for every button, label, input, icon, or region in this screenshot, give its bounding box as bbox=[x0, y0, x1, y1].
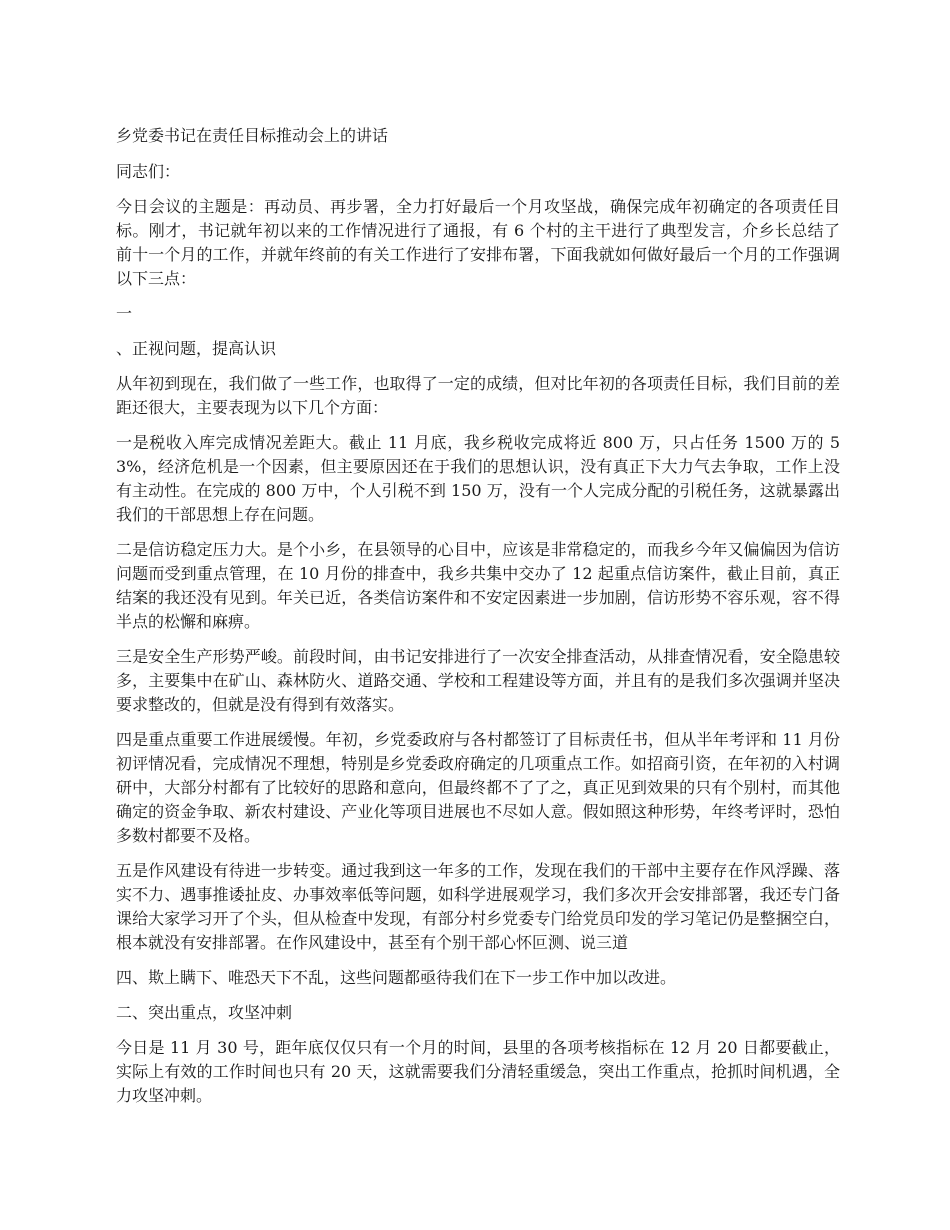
section-heading-two: 二、突出重点，攻坚冲刺 bbox=[116, 1003, 293, 1022]
body-paragraph: 一是税收入库完成情况差距大。截止 11 月底，我乡税收完成将近 800 万，只占任务 1500 万的 53%，经济危机是一个因素，但主要原因还在于我们的思想认识，没有真正下大力气去争取，工作上没有主动性。在完成的 800 万中，个人引税不到 150 万，没有一个人完成分配的引税任务，这就暴露出我们的干部思想上存在问题。 bbox=[116, 433, 840, 524]
body-paragraph: 四是重点重要工作进展缓慢。年初，乡党委政府与各村都签订了目标责任书，但从半年考评和 11 月份初评情况看，完成情况不理想，特别是乡党委政府确定的几项重点工作。如招商引资，在年初的入村调研中，大部分村都有了比较好的思路和意向，但最终都不了了之，真正见到效果的只有个别村，而其他确定的资金争取、新农村建设、产业化等项目进展也不尽如人意。假如照这种形势，年终考评时，恐怕多数村都要不及格。 bbox=[116, 730, 840, 845]
document-page bbox=[116, 124, 840, 1119]
section-heading-one: 、正视问题，提高认识 bbox=[116, 339, 277, 358]
body-paragraph: 二是信访稳定压力大。是个小乡，在县领导的心目中，应该是非常稳定的，而我乡今年又偏偏因为信访问题而受到重点管理，在 10 月份的排查中，我乡共集中交办了 12 起重点信访案件，截止目前，真正结案的我还没有见到。年关已近，各类信访案件和不安定因素进一步加剧，信访形势不容乐观，容不得半点的松懈和麻痹。 bbox=[116, 540, 840, 631]
body-paragraph: 三是安全生产形势严峻。前段时间，由书记安排进行了一次安全排查活动，从排查情况看，安全隐患较多，主要集中在矿山、森林防火、道路交通、学校和工程建设等方面，并且有的是我们多次强调并坚决要求整改的，但就是没有得到有效落实。 bbox=[116, 647, 840, 714]
section-number-one: 一 bbox=[116, 304, 133, 323]
body-paragraph: 今日是 11 月 30 号，距年底仅仅只有一个月的时间，县里的各项考核指标在 12 月 20 日都要截止，实际上有效的工作时间也只有 20 天，这就需要我们分清轻重缓急，突出工作重点，抢抓时间机遇，全力攻坚冲刺。 bbox=[116, 1038, 840, 1105]
document-title: 乡党委书记在责任目标推动会上的讲话 bbox=[116, 126, 389, 145]
intro-paragraph: 今日会议的主题是：再动员、再步署，全力打好最后一个月攻坚战，确保完成年初确定的各项责任目标。刚才，书记就年初以来的工作情况进行了通报，有 6 个村的主干进行了典型发言，介乡长总结了前十一个月的工作，并就年终前的有关工作进行了安排布署，下面我就如何做好最后一个月的工作强调以下三点： bbox=[116, 197, 840, 288]
salutation: 同志们： bbox=[116, 162, 181, 181]
body-paragraph: 四、欺上瞒下、唯恐天下不乱，这些问题都亟待我们在下一步工作中加以改进。 bbox=[116, 968, 677, 987]
body-paragraph: 从年初到现在，我们做了一些工作，也取得了一定的成绩，但对比年初的各项责任目标，我们目前的差距还很大，主要表现为以下几个方面： bbox=[116, 374, 840, 417]
body-paragraph: 五是作风建设有待进一步转变。通过我到这一年多的工作，发现在我们的干部中主要存在作风浮躁、落实不力、遇事推诿扯皮、办事效率低等问题，如科学进展观学习，我们多次开会安排部署，我还专门备课给大家学习开了个头，但从检查中发现，有部分村乡党委专门给党员印发的学习笔记仍是整捆空白，根本就没有安排部署。在作风建设中，甚至有个别干部心怀叵测、说三道 bbox=[116, 861, 840, 952]
